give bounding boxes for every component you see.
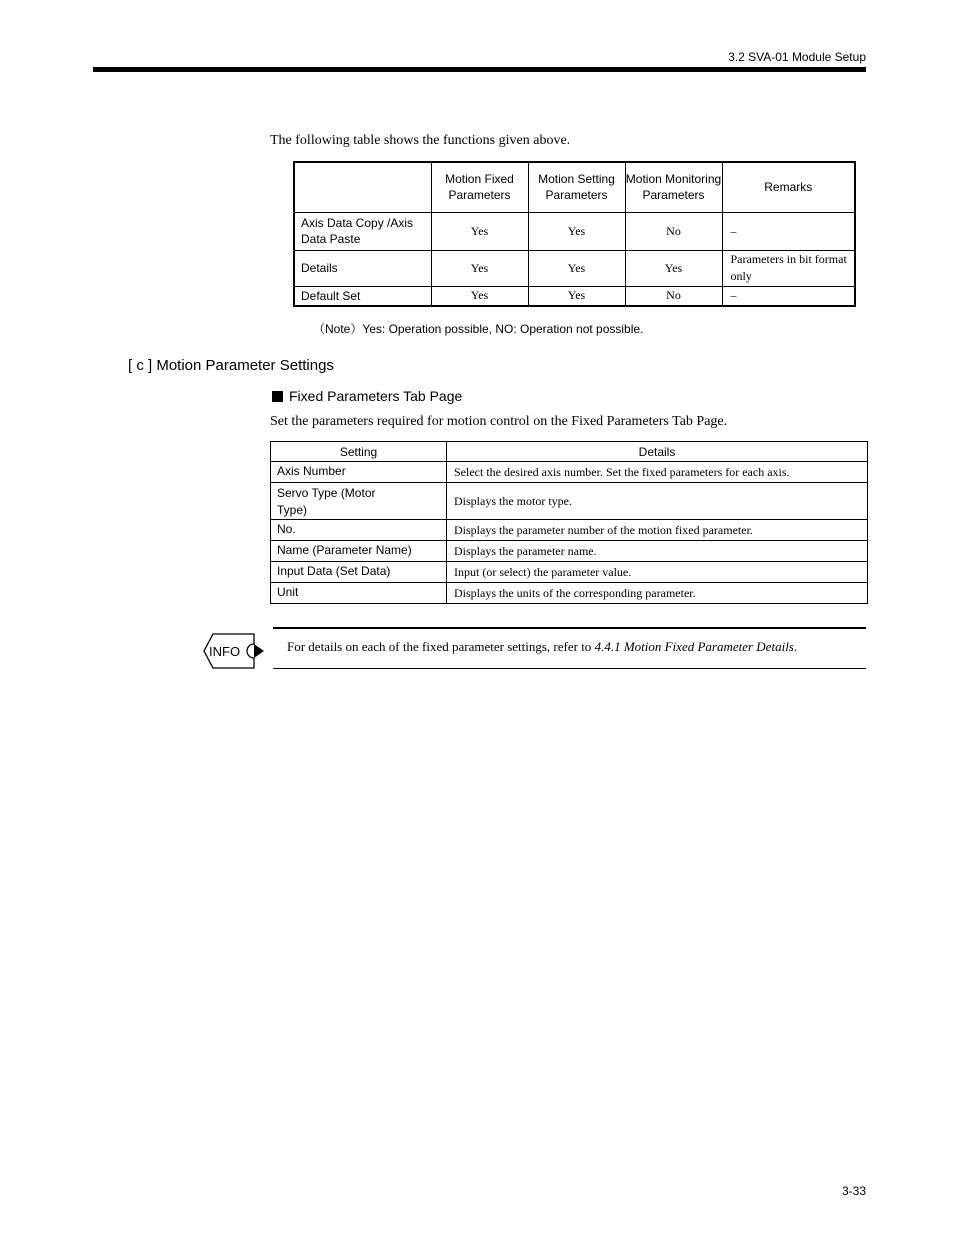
cell-remarks: – xyxy=(722,212,855,250)
table-row xyxy=(271,483,868,520)
running-header: 3.2 SVA-01 Module Setup xyxy=(728,50,866,64)
row-label: Details xyxy=(294,250,431,286)
column-header-empty xyxy=(294,162,431,212)
table-row xyxy=(294,212,855,250)
cell-value: Yes xyxy=(528,212,625,250)
info-reference: 4.4.1 Motion Fixed Parameter Details xyxy=(594,639,794,654)
column-header-setting: Setting xyxy=(271,442,447,462)
table-header-row xyxy=(294,162,855,212)
row-label: Axis Data Copy /Axis Data Paste xyxy=(294,212,431,250)
subsection-paragraph: Set the parameters required for motion control on the Fixed Parameters Tab Page. xyxy=(270,414,728,429)
info-icon-label: INFO xyxy=(209,644,241,659)
cell-value: Yes xyxy=(528,286,625,306)
setting-cell: Input Data (Set Data) xyxy=(271,562,447,583)
table-row xyxy=(271,541,868,562)
column-header-details: Details xyxy=(447,442,868,462)
header-rule xyxy=(93,67,866,72)
cell-remarks: Parameters in bit format only xyxy=(722,250,855,286)
subsection-heading xyxy=(272,388,462,404)
setting-cell: Axis Number xyxy=(271,462,447,483)
info-bottom-rule xyxy=(273,668,866,669)
info-text xyxy=(287,639,797,655)
cell-value: Yes xyxy=(431,286,528,306)
details-cell: Displays the motor type. xyxy=(447,483,868,520)
cell-value: No xyxy=(625,286,722,306)
details-cell: Select the desired axis number. Set the fixed parameters for each axis. xyxy=(447,462,868,483)
setting-cell: Servo Type (Motor Type) xyxy=(271,483,447,520)
details-cell: Input (or select) the parameter value. xyxy=(447,562,868,583)
table-row xyxy=(271,520,868,541)
intro-paragraph: The following table shows the functions given above. xyxy=(270,133,571,148)
cell-value: Yes xyxy=(625,250,722,286)
cell-remarks: – xyxy=(722,286,855,306)
page-number: 3-33 xyxy=(841,1184,866,1198)
subsection-title: Fixed Parameters Tab Page xyxy=(289,388,463,404)
table-row xyxy=(271,583,868,604)
info-top-rule xyxy=(273,627,866,629)
table-header-row xyxy=(271,442,868,462)
cell-value: Yes xyxy=(528,250,625,286)
table-row xyxy=(271,462,868,483)
column-header-setting: Motion Setting Parameters xyxy=(528,162,625,212)
table-row xyxy=(294,250,855,286)
setting-cell: No. xyxy=(271,520,447,541)
details-cell: Displays the units of the corresponding parameter. xyxy=(447,583,868,604)
setting-cell: Unit xyxy=(271,583,447,604)
details-cell: Displays the parameter name. xyxy=(447,541,868,562)
cell-value: Yes xyxy=(431,250,528,286)
square-bullet-icon xyxy=(272,391,283,402)
table-note: （Note）Yes: Operation possible, NO: Operation not possible. xyxy=(313,322,644,336)
cell-value: No xyxy=(625,212,722,250)
column-header-monitoring: Motion Monitoring Parameters xyxy=(625,162,722,212)
info-text-lead: For details on each of the fixed parameter settings, refer to xyxy=(287,639,595,654)
info-text-end: . xyxy=(793,639,798,654)
row-label: Default Set xyxy=(294,286,431,306)
table-row xyxy=(271,562,868,583)
section-heading: [ c ] Motion Parameter Settings xyxy=(128,357,334,374)
function-table xyxy=(293,161,856,307)
cell-value: Yes xyxy=(431,212,528,250)
info-icon xyxy=(201,631,267,671)
details-cell: Displays the parameter number of the motion fixed parameter. xyxy=(447,520,868,541)
fixed-parameters-table xyxy=(270,441,868,604)
setting-cell: Name (Parameter Name) xyxy=(271,541,447,562)
column-header-remarks: Remarks xyxy=(722,162,855,212)
table-row xyxy=(294,286,855,306)
column-header-fixed: Motion Fixed Parameters xyxy=(431,162,528,212)
